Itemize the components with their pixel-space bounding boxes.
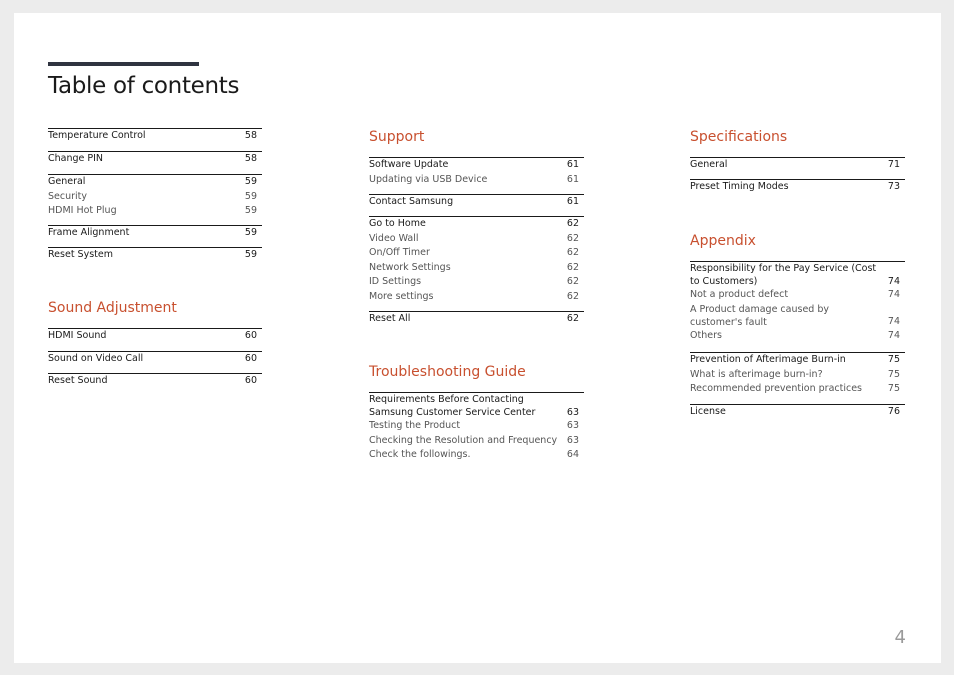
toc-entry-page: 62 — [566, 261, 579, 273]
toc-subentry[interactable] — [369, 290, 584, 305]
toc-entry-page: 59 — [244, 249, 257, 260]
toc-entry-page: 71 — [887, 159, 900, 170]
toc-group — [48, 151, 262, 167]
toc-group — [369, 157, 584, 187]
toc-entry-label: Recommended prevention practices — [690, 383, 862, 394]
toc-entry-page: 62 — [566, 313, 579, 324]
toc-entry-page: 58 — [244, 130, 257, 141]
toc-subentry[interactable] — [369, 419, 584, 434]
toc-entry-label: Change PIN — [48, 153, 104, 164]
toc-entry-label: Frame Alignment — [48, 227, 130, 238]
toc-entry-page: 61 — [566, 196, 579, 207]
toc-group — [369, 216, 584, 304]
toc-entry[interactable] — [48, 129, 262, 144]
toc-entry-page: 61 — [566, 159, 579, 170]
toc-entry-page: 63 — [566, 420, 579, 431]
toc-entry-label: Testing the Product — [369, 420, 461, 431]
toc-entry-page: 59 — [244, 205, 257, 216]
toc-entry-label: Checking the Resolution and Frequency — [369, 434, 558, 446]
page-title: Table of contents — [48, 73, 240, 99]
section-heading-specifications[interactable]: Specifications — [690, 129, 788, 145]
toc-group — [690, 352, 905, 397]
toc-group — [48, 128, 262, 144]
toc-entry[interactable] — [690, 353, 905, 368]
toc-entry[interactable] — [369, 158, 584, 173]
toc-group — [48, 328, 262, 344]
toc-group — [48, 373, 262, 389]
toc-entry-label: Security — [48, 190, 88, 202]
toc-entry-page: 76 — [887, 406, 900, 417]
toc-entry-page: 62 — [566, 290, 579, 302]
toc-entry-label: ID Settings — [369, 276, 422, 287]
toc-entry[interactable] — [690, 180, 905, 195]
toc-entry-label: A Product damage caused by customer's fault — [690, 303, 829, 328]
toc-entry-label: On/Off Timer — [369, 247, 430, 258]
toc-entry-page: 74 — [887, 329, 900, 341]
toc-entry-page: 59 — [244, 190, 257, 202]
toc-subentry[interactable] — [48, 204, 262, 219]
toc-subentry[interactable] — [369, 275, 584, 290]
toc-group — [690, 261, 905, 343]
toc-entry-label: Responsibility for the Pay Service (Cost to Customers) — [690, 263, 877, 287]
toc-group — [369, 392, 584, 463]
toc-entry-label: Check the followings. — [369, 449, 471, 460]
toc-entry-label: Requirements Before Contacting Samsung Customer Service Center — [369, 394, 536, 418]
toc-entry-page: 62 — [566, 232, 579, 244]
toc-entry-label: Preset Timing Modes — [690, 181, 789, 192]
toc-entry-label: More settings — [369, 290, 434, 302]
toc-entry[interactable] — [48, 226, 262, 241]
toc-entry[interactable] — [369, 217, 584, 232]
toc-entry-page: 62 — [566, 218, 579, 229]
toc-entry-page: 75 — [887, 368, 900, 380]
toc-group — [690, 179, 905, 195]
toc-entry[interactable] — [48, 152, 262, 167]
toc-group — [48, 174, 262, 219]
toc-entry[interactable] — [48, 352, 262, 367]
toc-subentry[interactable] — [690, 329, 905, 344]
toc-subentry[interactable] — [369, 246, 584, 261]
toc-entry-page: 74 — [887, 316, 900, 327]
toc-entry-label: Reset All — [369, 313, 411, 324]
toc-entry-page: 60 — [244, 353, 257, 364]
toc-group — [369, 194, 584, 210]
toc-entry[interactable] — [369, 195, 584, 210]
toc-entry-page: 60 — [244, 330, 257, 341]
toc-entry-label: HDMI Sound — [48, 330, 107, 341]
toc-group — [369, 311, 584, 327]
toc-group — [48, 247, 262, 263]
toc-subentry[interactable] — [690, 288, 905, 303]
section-heading-sound-adjustment[interactable]: Sound Adjustment — [48, 300, 177, 316]
toc-entry-label: General — [690, 159, 728, 170]
toc-entry-page: 58 — [244, 153, 257, 164]
toc-entry-page: 74 — [887, 275, 900, 287]
toc-subentry[interactable] — [369, 232, 584, 247]
toc-entry-page: 59 — [244, 176, 257, 187]
toc-entry[interactable] — [48, 374, 262, 389]
toc-subentry[interactable] — [369, 434, 584, 449]
toc-entry-label: Prevention of Afterimage Burn-in — [690, 354, 846, 365]
toc-group — [690, 404, 905, 420]
toc-entry-label: License — [690, 406, 726, 417]
toc-entry-page: 75 — [887, 354, 900, 365]
toc-entry-page: 75 — [887, 383, 900, 394]
toc-entry-label: HDMI Hot Plug — [48, 205, 117, 216]
toc-entry-page: 62 — [566, 247, 579, 258]
toc-entry[interactable] — [369, 393, 584, 419]
toc-group — [690, 157, 905, 173]
toc-entry-page: 64 — [566, 449, 579, 460]
toc-entry-page: 63 — [566, 406, 579, 418]
toc-entry-label: Updating via USB Device — [369, 173, 488, 185]
section-heading-troubleshooting[interactable]: Troubleshooting Guide — [369, 364, 526, 380]
toc-group — [48, 225, 262, 241]
toc-entry-page: 62 — [566, 276, 579, 287]
toc-entry[interactable] — [369, 312, 584, 327]
toc-entry-page: 59 — [244, 227, 257, 238]
toc-entry-label: Others — [690, 329, 722, 341]
toc-subentry[interactable] — [369, 261, 584, 276]
toc-entry-label: General — [48, 176, 86, 187]
toc-subentry[interactable] — [369, 173, 584, 188]
document-page — [14, 13, 941, 663]
toc-entry-page: 74 — [887, 289, 900, 300]
toc-entry-page: 73 — [887, 181, 900, 192]
toc-entry-label: What is afterimage burn-in? — [690, 368, 823, 380]
toc-subentry[interactable] — [690, 303, 905, 329]
toc-subentry[interactable] — [690, 382, 905, 397]
toc-entry[interactable] — [690, 262, 905, 288]
toc-entry-label: Reset System — [48, 249, 113, 260]
toc-entry[interactable] — [48, 175, 262, 190]
toc-entry-label: Video Wall — [369, 232, 419, 244]
toc-entry[interactable] — [48, 329, 262, 344]
section-heading-support[interactable]: Support — [369, 129, 425, 145]
page-number: 4 — [894, 627, 906, 648]
toc-entry-label: Reset Sound — [48, 375, 108, 386]
toc-subentry[interactable] — [369, 448, 584, 463]
toc-entry-page: 61 — [566, 173, 579, 185]
toc-entry[interactable] — [690, 405, 905, 420]
toc-subentry[interactable] — [690, 368, 905, 383]
toc-entry[interactable] — [690, 158, 905, 173]
toc-entry-label: Sound on Video Call — [48, 353, 144, 364]
toc-entry[interactable] — [48, 248, 262, 263]
toc-entry-label: Go to Home — [369, 218, 426, 229]
toc-entry-page: 63 — [566, 434, 579, 446]
toc-entry-label: Temperature Control — [48, 130, 146, 141]
toc-entry-label: Software Update — [369, 159, 449, 170]
title-accent-bar — [48, 62, 199, 66]
toc-entry-page: 60 — [244, 375, 257, 386]
toc-entry-label: Contact Samsung — [369, 196, 454, 207]
toc-entry-label: Not a product defect — [690, 289, 789, 300]
toc-subentry[interactable] — [48, 190, 262, 205]
section-heading-appendix[interactable]: Appendix — [690, 233, 756, 249]
toc-entry-label: Network Settings — [369, 261, 451, 273]
toc-group — [48, 351, 262, 367]
